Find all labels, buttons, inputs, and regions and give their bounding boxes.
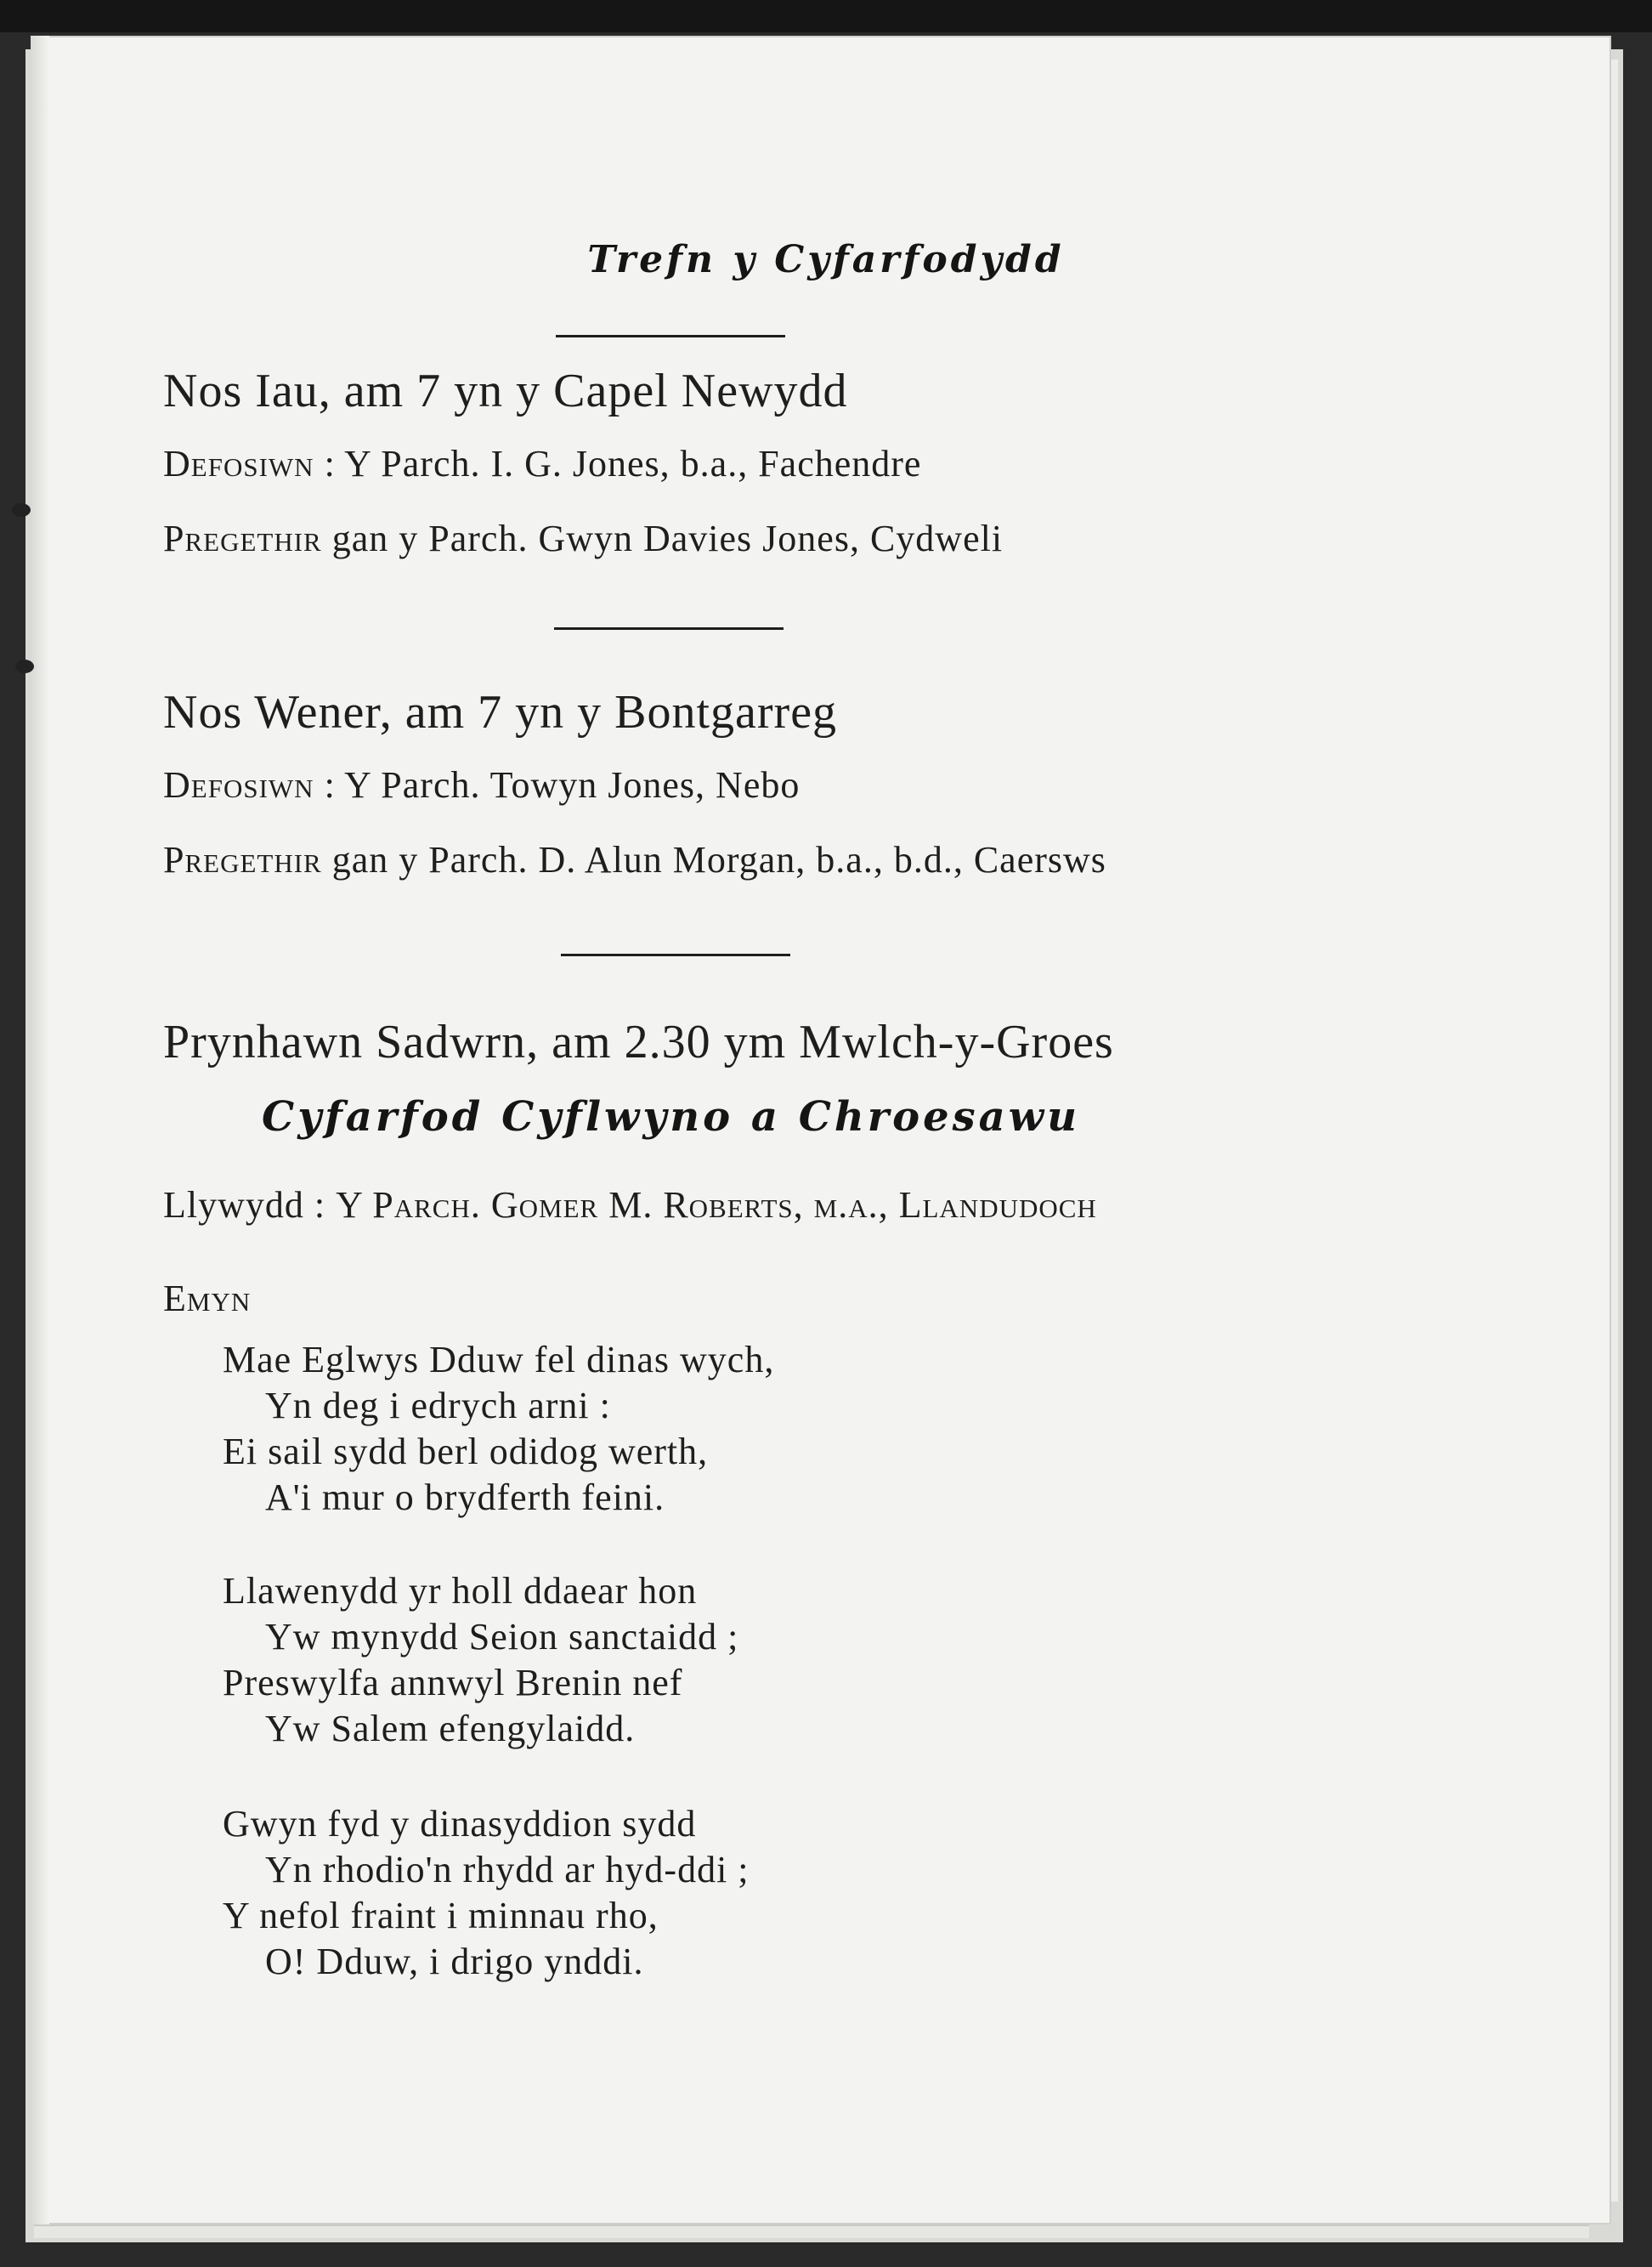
pregethir-text: gan y Parch. D. Alun Morgan, b.a., b.d., Caersws (331, 839, 1106, 881)
defosiwn-line (163, 442, 921, 485)
defosiwn-text: : Y Parch. I. G. Jones, b.a., Fachendre (324, 443, 922, 485)
pregethir-label: Pregethir (163, 839, 322, 881)
hymn-line: Yn rhodio'n rhydd ar hyd-ddi ; (265, 1849, 750, 1890)
divider-rule (556, 335, 785, 337)
meeting-subheading: Cyfarfod Cyflwyno a Chroesawu (262, 1093, 1080, 1141)
hymn-line: Yn deg i edrych arni : (265, 1385, 611, 1426)
binding-staple-mark (12, 503, 31, 517)
divider-rule (561, 954, 790, 956)
hymn-line: Yw mynydd Seion sanctaidd ; (265, 1616, 739, 1658)
meeting-heading: Prynhawn Sadwrn, am 2.30 ym Mwlch-y-Groes (163, 1016, 1114, 1068)
page-fold-edge (31, 36, 49, 2224)
defosiwn-label: Defosiwn (163, 764, 314, 806)
defosiwn-text: : Y Parch. Towyn Jones, Nebo (324, 764, 801, 806)
hymn-line: O! Dduw, i drigo ynddi. (265, 1941, 644, 1982)
llywydd-text: Y Parch. Gomer M. Roberts, m.a., Llandudoch (336, 1184, 1097, 1226)
pregethir-line (163, 838, 1106, 881)
divider-rule (554, 627, 784, 630)
pregethir-line (163, 517, 1003, 560)
llywydd-label: Llywydd : (163, 1184, 326, 1226)
hymn-line: Mae Eglwys Dduw fel dinas wych, (223, 1339, 775, 1380)
paper-stack-bottom (34, 2224, 1589, 2238)
binding-staple-mark (15, 660, 34, 673)
pregethir-label: Pregethir (163, 518, 322, 559)
meeting-heading: Nos Wener, am 7 yn y Bontgarreg (163, 686, 838, 739)
page-title: Trefn y Cyfarfodydd (587, 238, 1065, 281)
defosiwn-line (163, 763, 800, 807)
hymn-line: Preswylfa annwyl Brenin nef (223, 1662, 683, 1703)
hymn-line: Ei sail sydd berl odidog werth, (223, 1431, 709, 1472)
hymn-line: Llawenydd yr holl ddaear hon (223, 1570, 698, 1612)
hymn-line: Y nefol fraint i minnau rho, (223, 1895, 659, 1936)
hymn-line: A'i mur o brydferth feini. (265, 1476, 665, 1518)
hymn-line: Yw Salem efengylaidd. (265, 1708, 636, 1749)
emyn-label: Emyn (163, 1278, 252, 1319)
hymn-line: Gwyn fyd y dinasyddion sydd (223, 1803, 697, 1845)
defosiwn-label: Defosiwn (163, 443, 314, 485)
llywydd-line (163, 1183, 1097, 1227)
meeting-heading: Nos Iau, am 7 yn y Capel Newydd (163, 365, 848, 417)
pregethir-text: gan y Parch. Gwyn Davies Jones, Cydweli (331, 518, 1004, 559)
scan-top-band (0, 0, 1652, 32)
